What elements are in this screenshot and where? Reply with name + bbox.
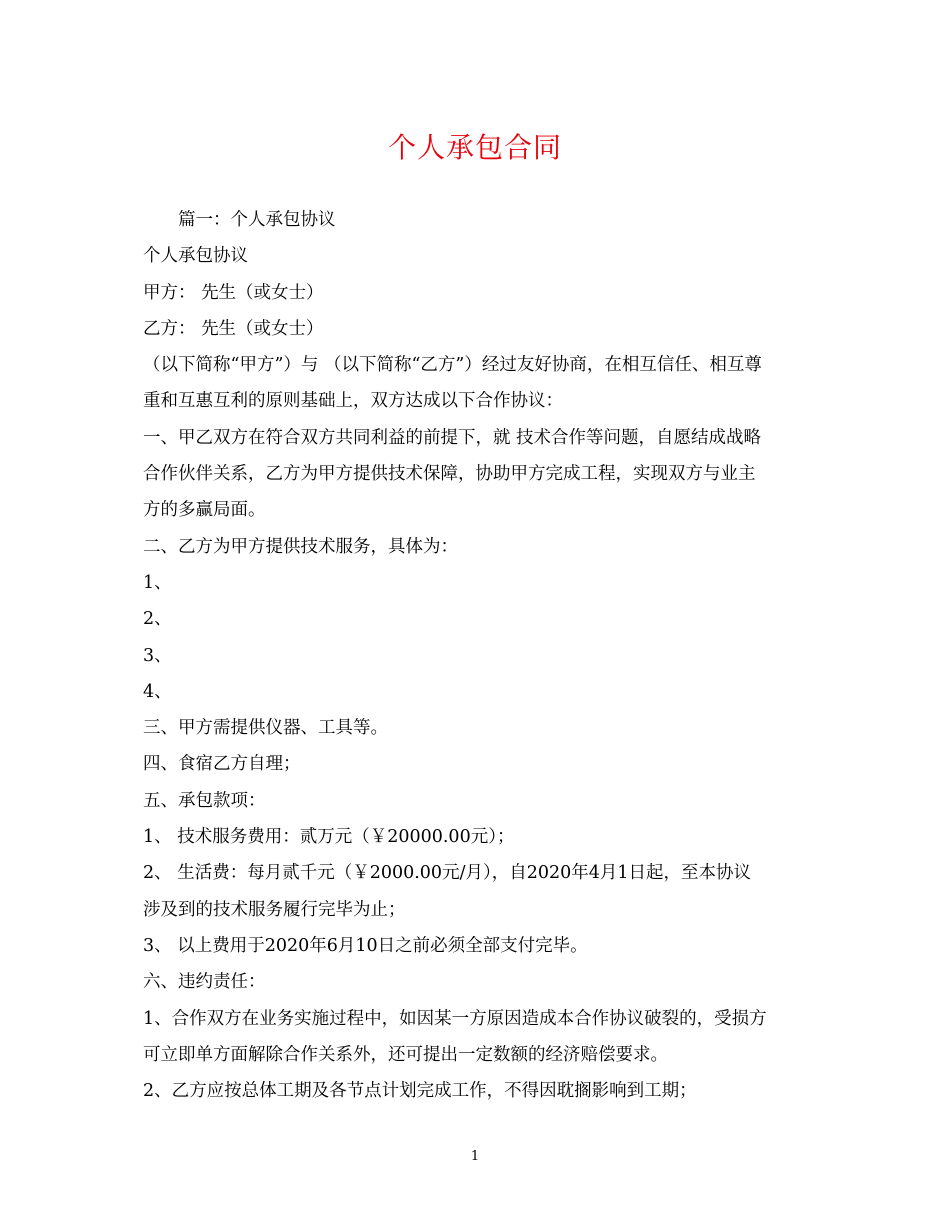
clause-line: 一、甲乙双方在符合双方共同利益的前提下，就 技术合作等问题，自愿结成战略: [143, 427, 762, 448]
agreement-heading: 个人承包协议: [143, 246, 248, 267]
list-item: 4、: [143, 681, 172, 702]
document-body: [143, 202, 805, 1109]
payment-item: 2、 生活费：每月贰千元（￥2000.00元/月），自2020年4月1日起，至本协议: [143, 863, 752, 884]
party-a-line: 甲方： 先生（或女士）: [143, 282, 324, 303]
liability-item: 2、乙方应按总体工期及各节点计划完成工作，不得因耽搁影响到工期；: [143, 1081, 697, 1102]
payment-item: 1、 技术服务费用：贰万元（￥20000.00元）；: [143, 827, 515, 848]
page-number: 1: [470, 1149, 480, 1164]
liability-item: 1、合作双方在业务实施过程中，如因某一方原因造成本合作协议破裂的，受损方: [143, 1008, 767, 1029]
clause-line: 三、甲方需提供仪器、工具等。: [143, 718, 388, 739]
payment-item: 涉及到的技术服务履行完毕为止；: [143, 899, 406, 920]
section-heading: 篇一：个人承包协议: [178, 210, 336, 230]
clause-line: 二、乙方为甲方提供技术服务，具体为：: [143, 536, 458, 557]
clause-line: 方的多赢局面。: [143, 500, 266, 521]
clause-line: 合作伙伴关系，乙方为甲方提供技术保障，协助甲方完成工程，实现双方与业主: [143, 464, 756, 485]
list-item: 3、: [143, 645, 172, 666]
party-b-line: 乙方： 先生（或女士）: [143, 318, 324, 339]
liability-item: 可立即单方面解除合作关系外，还可提出一定数额的经济赔偿要求。: [143, 1044, 668, 1065]
preamble-line: （以下简称“甲方”）与 （以下简称“乙方”）经过友好协商，在相互信任、相互尊: [143, 355, 762, 376]
list-item: 1、: [143, 572, 172, 593]
preamble-line: 重和互惠互利的原则基础上，双方达成以下合作协议：: [143, 391, 563, 412]
clause-line: 六、违约责任：: [143, 972, 266, 993]
payment-item: 3、 以上费用于2020年6月10日之前必须全部支付完毕。: [143, 935, 588, 956]
clause-line: 四、食宿乙方自理；: [143, 754, 301, 775]
list-item: 2、: [143, 609, 172, 630]
document-title: 个人承包合同: [387, 131, 562, 164]
clause-line: 五、承包款项：: [143, 790, 266, 811]
